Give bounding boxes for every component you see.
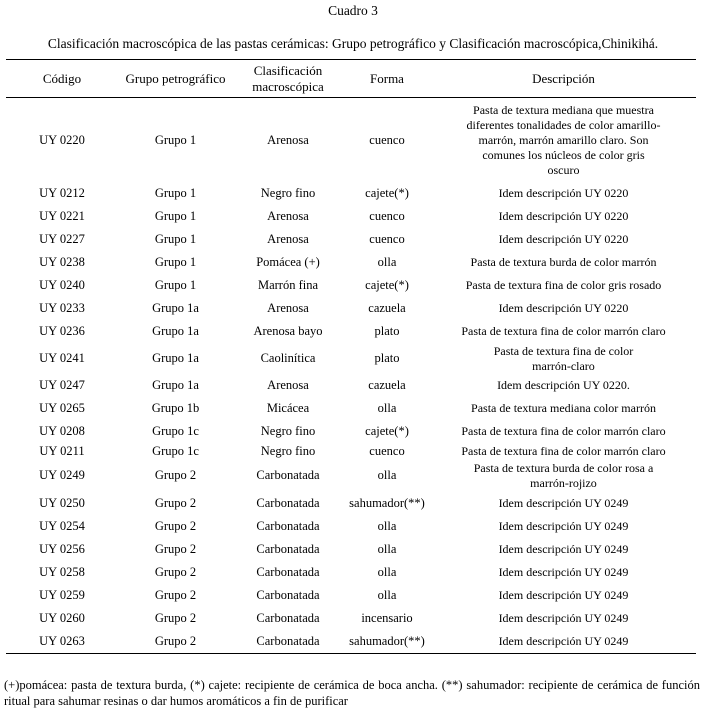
table-header	[6, 60, 696, 98]
cell-codigo: UY 0212	[39, 186, 85, 200]
classification-table	[6, 59, 696, 654]
cell-grupo: Grupo 2	[154, 611, 197, 625]
cell-clasificacion: Caolinítica	[260, 351, 316, 365]
cell-clasificacion: Micácea	[266, 401, 310, 415]
cell-clasificacion: Carbonatada	[233, 630, 343, 654]
cell-codigo: UY 0241	[39, 351, 85, 365]
cell-grupo: Grupo 1	[154, 232, 197, 246]
table-row	[6, 515, 696, 538]
cell-descripcion-text: Idem descripción UY 0249	[498, 588, 629, 602]
table-row	[6, 182, 696, 205]
cell-descripcion-text: Idem descripción UY 0249	[498, 542, 629, 556]
cell-codigo: UY 0256	[39, 542, 85, 556]
cell-clasificacion: Carbonatada	[256, 611, 320, 625]
cell-descripcion-text: Idem descripción UY 0220	[498, 209, 629, 223]
cell-descripcion	[431, 251, 696, 274]
cell-descripcion	[431, 561, 696, 584]
cell-codigo: UY 0249	[39, 468, 85, 482]
cell-forma: cuenco	[369, 132, 405, 147]
table-row	[6, 492, 696, 515]
cell-grupo: Grupo 2	[154, 468, 197, 482]
cell-grupo: Grupo 1a	[152, 301, 199, 315]
cell-clasificacion: Carbonatada	[256, 542, 320, 556]
cell-grupo: Grupo 1	[154, 255, 197, 269]
cell-descripcion-text: Pasta de textura fina de color marrón claro	[461, 443, 666, 458]
header-forma: Forma	[343, 60, 431, 98]
table-row	[6, 584, 696, 607]
cell-clasificacion: Carbonatada	[256, 519, 320, 533]
cell-clasificacion: Arenosa	[267, 301, 309, 315]
cell-grupo: Grupo 1c	[152, 424, 199, 438]
cell-codigo: UY 0240	[39, 278, 85, 292]
cell-descripcion	[431, 607, 696, 630]
table-row	[6, 98, 696, 183]
table-row	[6, 459, 696, 492]
cell-descripcion	[431, 98, 696, 183]
cell-clasificacion: Negro fino	[260, 424, 316, 438]
cell-grupo: Grupo 2	[154, 496, 197, 510]
table-number: Cuadro 3	[328, 3, 378, 18]
cell-descripcion	[431, 459, 696, 492]
table-row	[6, 343, 696, 374]
cell-forma: olla	[377, 565, 397, 579]
cell-grupo: Grupo 1a	[152, 351, 199, 365]
cell-descripcion-text: Idem descripción UY 0249	[498, 634, 629, 648]
cell-clasificacion: Arenosa	[267, 209, 309, 223]
cell-forma: cuenco	[369, 232, 405, 246]
cell-codigo: UY 0263	[6, 630, 118, 654]
table-row	[6, 443, 696, 459]
table-row	[6, 374, 696, 397]
table-row	[6, 274, 696, 297]
cell-codigo: UY 0208	[39, 424, 85, 438]
cell-descripcion-text: Pasta de textura fina de color gris rosado	[465, 278, 662, 292]
cell-codigo: UY 0260	[39, 611, 85, 625]
cell-descripcion	[431, 420, 696, 443]
cell-grupo: Grupo 2	[154, 519, 197, 533]
cell-clasificacion: Arenosa bayo	[253, 324, 323, 338]
cell-descripcion	[431, 182, 696, 205]
cell-codigo: UY 0247	[39, 378, 85, 392]
table-row	[6, 397, 696, 420]
cell-grupo: Grupo 2	[154, 542, 197, 556]
table-footnote: (+)pomácea: pasta de textura burda, (*) cajete: recipiente de cerámica de boca ancha. (**) sahumador: recipiente de cerámica de función ritual para sahumar resinas o dar humos aromáticos a fin de purificar	[4, 678, 700, 708]
cell-clasificacion: Carbonatada	[256, 468, 320, 482]
table-row	[6, 607, 696, 630]
cell-codigo: UY 0233	[39, 301, 85, 315]
cell-descripcion-text: Idem descripción UY 0249	[498, 565, 629, 579]
cell-codigo: UY 0236	[39, 324, 85, 338]
cell-clasificacion: Arenosa	[267, 132, 309, 147]
cell-forma: olla	[377, 255, 397, 269]
cell-clasificacion: Arenosa	[267, 232, 309, 246]
cell-forma: plato	[374, 351, 400, 365]
table-row	[6, 630, 696, 654]
table-row	[6, 228, 696, 251]
cell-forma: cajete(*)	[365, 424, 409, 438]
cell-descripcion-text: Pasta de textura fina de color marrón claro	[461, 424, 666, 438]
cell-codigo: UY 0265	[39, 401, 85, 415]
cell-descripcion	[431, 297, 696, 320]
table-row	[6, 420, 696, 443]
table-row	[6, 561, 696, 584]
cell-clasificacion: Carbonatada	[256, 588, 320, 602]
cell-descripcion-text: Idem descripción UY 0249	[498, 496, 629, 510]
cell-codigo: UY 0238	[39, 255, 85, 269]
cell-forma: cazuela	[368, 301, 406, 315]
cell-grupo: Grupo 1c	[152, 443, 199, 458]
header-codigo: Código	[6, 60, 118, 98]
cell-codigo: UY 0259	[39, 588, 85, 602]
cell-forma: cajete(*)	[365, 186, 409, 200]
cell-forma: incensario	[361, 611, 413, 625]
cell-descripcion	[431, 538, 696, 561]
table-row	[6, 538, 696, 561]
cell-descripcion-text: Idem descripción UY 0220	[498, 186, 629, 200]
cell-descripcion	[431, 630, 696, 654]
cell-codigo: UY 0250	[39, 496, 85, 510]
cell-forma: cazuela	[368, 378, 406, 392]
cell-forma: sahumador(**)	[349, 496, 425, 510]
table-row	[6, 205, 696, 228]
cell-clasificacion: Negro fino	[260, 186, 316, 200]
cell-grupo: Grupo 1	[154, 209, 197, 223]
cell-forma: cuenco	[369, 443, 405, 458]
cell-grupo: Grupo 1	[154, 186, 197, 200]
cell-descripcion-text: Pasta de textura burda de color rosa a marrón-rojizo	[473, 460, 654, 490]
table-caption: Clasificación macroscópica de las pastas cerámicas: Grupo petrográfico y Clasificación macroscópica,Chinikihá.	[47, 36, 659, 51]
cell-forma: olla	[377, 588, 397, 602]
cell-descripcion	[431, 228, 696, 251]
table-row	[6, 251, 696, 274]
cell-grupo: Grupo 1	[154, 132, 197, 147]
classification-table-container	[6, 59, 696, 654]
cell-descripcion	[431, 343, 696, 374]
header-clasificacion-label: Clasificación macroscópica	[252, 62, 324, 94]
cell-descripcion-text: Pasta de textura mediana color marrón	[471, 401, 656, 415]
cell-descripcion-text: Pasta de textura fina de color marrón claro	[461, 324, 666, 338]
cell-grupo: Grupo 1a	[152, 378, 199, 392]
cell-codigo: UY 0211	[39, 443, 85, 458]
cell-descripcion-text: Idem descripción UY 0249	[498, 611, 629, 625]
cell-descripcion	[431, 443, 696, 459]
cell-descripcion-text: Pasta de textura burda de color marrón	[470, 255, 657, 269]
cell-descripcion-text: Idem descripción UY 0220.	[497, 378, 630, 392]
table-row	[6, 320, 696, 343]
header-descripcion: Descripción	[431, 60, 696, 98]
cell-descripcion-text: Idem descripción UY 0249	[498, 519, 629, 533]
cell-descripcion	[431, 320, 696, 343]
cell-grupo: Grupo 1b	[151, 401, 200, 415]
cell-descripcion-text: Idem descripción UY 0220	[498, 232, 629, 246]
table-body	[6, 98, 696, 654]
cell-clasificacion: Pomácea (+)	[256, 255, 320, 269]
cell-forma: olla	[377, 542, 397, 556]
cell-clasificacion: Arenosa	[267, 378, 309, 392]
cell-forma: cuenco	[369, 209, 405, 223]
cell-descripcion	[431, 205, 696, 228]
cell-forma: olla	[377, 519, 397, 533]
cell-forma: olla	[377, 468, 397, 482]
cell-grupo: Grupo 2	[154, 565, 197, 579]
cell-codigo: UY 0220	[39, 132, 85, 147]
cell-descripcion-text: Pasta de textura mediana que muestra diferentes tonalidades de color amarillo-marrón, marrón amarillo claro. Son comunes los núcleos de color gris oscuro	[466, 102, 661, 177]
header-grupo-petrografico: Grupo petrográfico	[118, 60, 233, 98]
cell-grupo: Grupo 1a	[152, 324, 199, 338]
cell-descripcion	[431, 584, 696, 607]
cell-descripcion	[431, 374, 696, 397]
cell-descripcion	[431, 397, 696, 420]
cell-forma: plato	[374, 324, 400, 338]
cell-codigo: UY 0258	[39, 565, 85, 579]
cell-descripcion	[431, 492, 696, 515]
cell-clasificacion: Carbonatada	[256, 565, 320, 579]
cell-forma: cajete(*)	[365, 278, 409, 292]
cell-descripcion	[431, 515, 696, 538]
cell-grupo: Grupo 2	[154, 588, 197, 602]
cell-codigo: UY 0254	[39, 519, 85, 533]
cell-descripcion-text: Idem descripción UY 0220	[498, 301, 629, 315]
cell-codigo: UY 0227	[39, 232, 85, 246]
header-clasificacion-macroscopica	[233, 60, 343, 98]
cell-forma: sahumador(**)	[343, 630, 431, 654]
table-row	[6, 297, 696, 320]
cell-descripcion	[431, 274, 696, 297]
cell-clasificacion: Negro fino	[260, 443, 316, 458]
cell-grupo: Grupo 2	[118, 630, 233, 654]
cell-clasificacion: Marrón fina	[257, 278, 319, 292]
cell-descripcion-text: Pasta de textura fina de color marrón-claro	[493, 343, 634, 373]
cell-forma: olla	[377, 401, 397, 415]
cell-grupo: Grupo 1	[154, 278, 197, 292]
cell-codigo: UY 0221	[39, 209, 85, 223]
cell-clasificacion: Carbonatada	[256, 496, 320, 510]
